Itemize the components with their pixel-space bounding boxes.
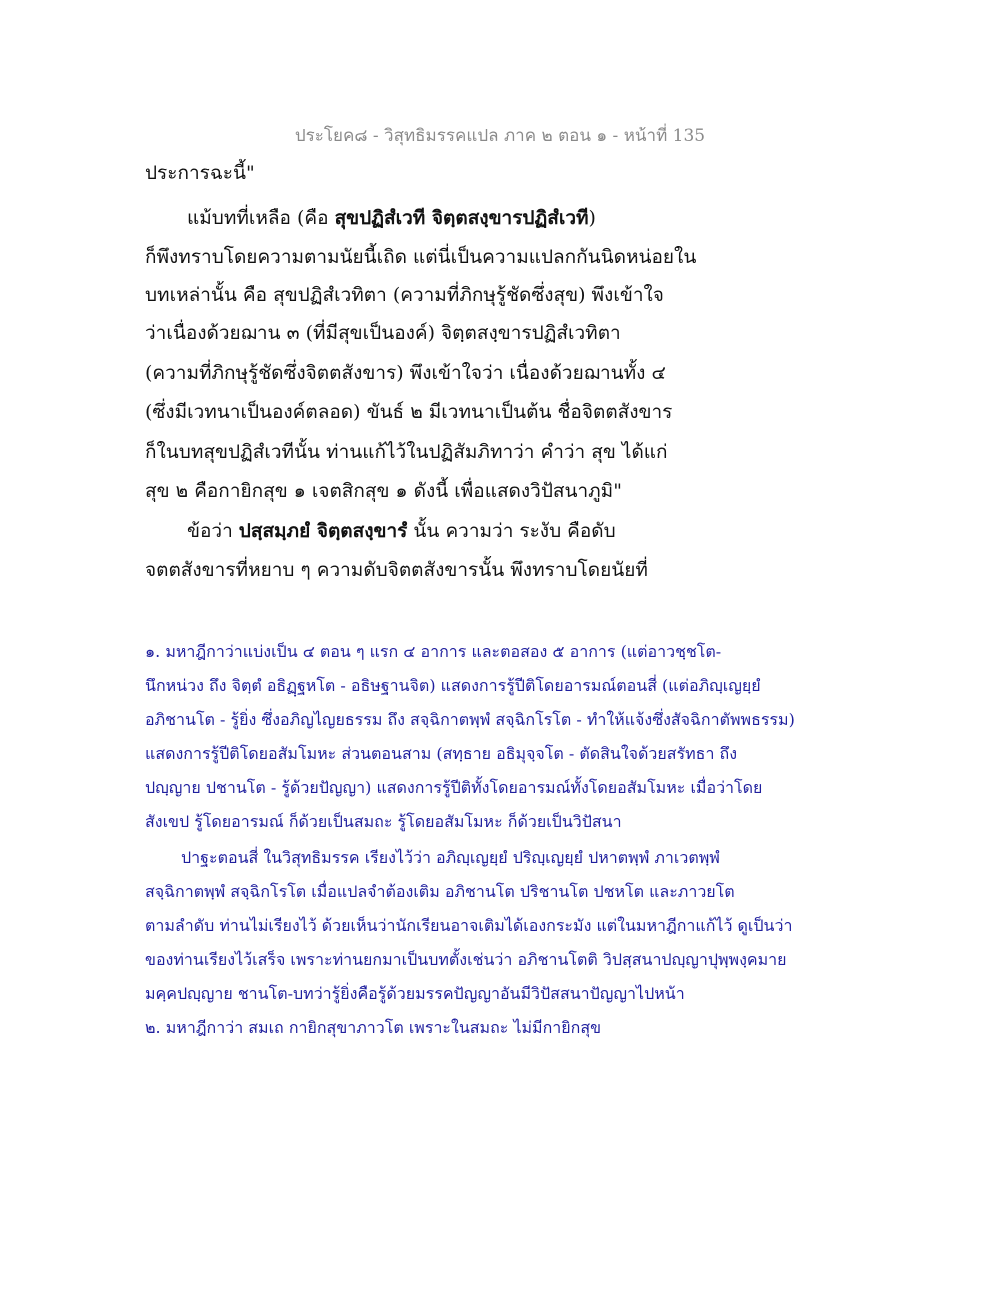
body-line: บทเหล่านั้น คือ สุขปฏิสํเวทิตา (ความที่ภิกษุรู้ชัดซึ่งสุข) พึงเข้าใจ	[145, 284, 664, 306]
footnote-line: แสดงการรู้ปีติโดยอสัมโมหะ ส่วนตอนสาม (สทฺธาย อธิมุจฺจโต - ตัดสินใจด้วยสรัทธา ถึง	[145, 744, 738, 763]
footnote-line: ๑. มหาฎีกาว่าแบ่งเป็น ๔ ตอน ๆ แรก ๔ อาการ และตอสอง ๕ อาการ (แต่อาวชฺชโต-	[145, 642, 722, 661]
footnote-line: อภิชานโต - รู้ยิ่ง ซึ่งอภิญไญยธรรม ถึง สจฺฉิกาตพฺพํ สจฺฉิกโรโต - ทำให้แจ้งซึ่งสัจฉิกาตัพพธรรม)	[145, 710, 795, 729]
body-line: (ซึ่งมีเวทนาเป็นองค์ตลอด) ขันธ์ ๒ มีเวทนาเป็นต้น ชื่อจิตตสังขาร	[145, 401, 673, 423]
footnote-line: ปาฐะตอนสี่ ในวิสุทธิมรรค เรียงไว้ว่า อภิญฺเญยฺยํ ปริญฺเญยฺยํ ปหาตพฺพํ ภาเวตพฺพํ	[181, 848, 720, 867]
body-line: แม้บทที่เหลือ (คือ สุขปฏิสํเวที จิตฺตสงฺขารปฏิสํเวที)	[187, 207, 596, 229]
footnote-line: สจฺฉิกาตพฺพํ สจฺฉิกโรโต เมื่อแปลจำต้องเติม อภิชานโต ปริชานโต ปชหโต และภาวยโต	[145, 882, 735, 901]
body-line: ประการฉะนี้"	[145, 162, 255, 184]
footnote-line: มคฺคปญฺญาย ชานโต-บทว่ารู้ยิ่งคือรู้ด้วยมรรคปัญญาอันมีวิปัสสนาปัญญาไปหน้า	[145, 984, 685, 1003]
footnote-line: สังเขป รู้โดยอารมณ์ ก็ด้วยเป็นสมถะ รู้โดยอสัมโมหะ ก็ด้วยเป็นวิปัสนา	[145, 812, 622, 831]
body-line: จตตสังขารที่หยาบ ๆ ความดับจิตตสังขารนั้น พึงทราบโดยนัยที่	[145, 559, 648, 581]
footnote-line: นึกหน่วง ถึง จิตฺตํ อธิฏฺฐหโต - อธิษฐานจิต) แสดงการรู้ปีติโดยอารมณ์ตอนสี่ (แต่อภิญฺเญยฺยํ	[145, 676, 761, 695]
body-line: (ความที่ภิกษุรู้ชัดซึ่งจิตตสังขาร) พึงเข้าใจว่า เนื่องด้วยฌานทั้ง ๔	[145, 362, 666, 384]
body-line: ก็พึงทราบโดยความตามนัยนี้เถิด แต่นี่เป็นความแปลกกันนิดหน่อยใน	[145, 246, 697, 268]
body-line: ข้อว่า ปสฺสมฺภยํ จิตฺตสงฺขารํ นั้น ความว่า ระงับ คือดับ	[187, 520, 616, 542]
body-line: ก็ในบทสุขปฏิสํเวทีนั้น ท่านแก้ไว้ในปฏิสัมภิทาว่า คำว่า สุข ได้แก่	[145, 441, 668, 463]
page-header: ประโยค๘ - วิสุทธิมรรคแปล ภาค ๒ ตอน ๑ - หน้าที่ 135	[294, 126, 706, 146]
footnote-line: ปญฺญาย ปชานโต - รู้ด้วยปัญญา) แสดงการรู้ปีติทั้งโดยอารมณ์ทั้งโดยอสัมโมหะ เมื่อว่าโดย	[145, 778, 763, 797]
body-line: ว่าเนื่องด้วยฌาน ๓ (ที่มีสุขเป็นองค์) จิตฺตสงฺขารปฏิสํเวทิตา	[145, 322, 621, 344]
footnote-line: ของท่านเรียงไว้เสร็จ เพราะท่านยกมาเป็นบทตั้งเช่นว่า อภิชานโตติ วิปสฺสนาปญฺญาปุพฺพงฺคมาย	[145, 950, 787, 969]
footnote-line: ตามลำดับ ท่านไม่เรียงไว้ ด้วยเห็นว่านักเรียนอาจเติมได้เองกระมัง แต่ในมหาฎีกาแก้ไว้ ดูเป็นว่า	[145, 916, 793, 935]
footnote-line: ๒. มหาฎีกาว่า สมเถ กายิกสุขาภาวโต เพราะในสมถะ ไม่มีกายิกสุข	[145, 1018, 602, 1037]
body-line: สุข ๒ คือกายิกสุข ๑ เจตสิกสุข ๑ ดังนี้ เพื่อแสดงวิปัสนาภูมิ"	[145, 480, 622, 502]
